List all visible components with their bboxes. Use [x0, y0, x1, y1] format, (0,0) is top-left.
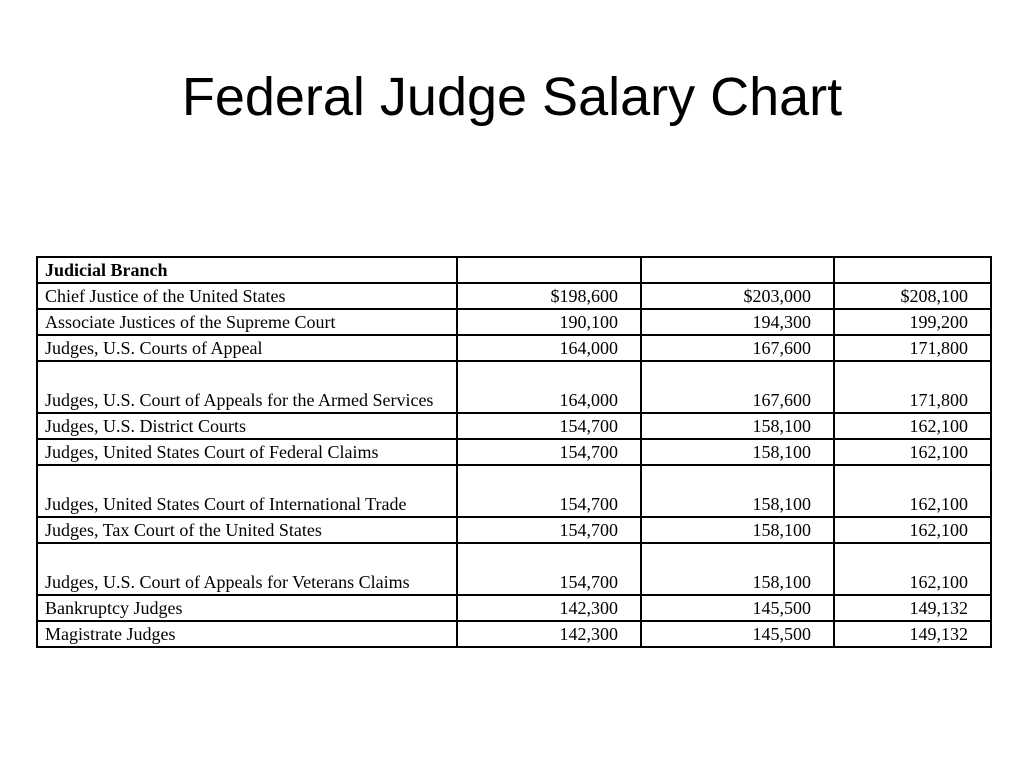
salary-value: 199,200 [834, 309, 991, 335]
salary-value: 167,600 [641, 361, 834, 413]
table-row [37, 465, 991, 517]
table-row [37, 543, 991, 595]
salary-value: 158,100 [641, 439, 834, 465]
row-label: Judges, United States Court of International Trade [37, 465, 457, 517]
table-row [37, 621, 991, 647]
table-row [37, 439, 991, 465]
table-row [37, 517, 991, 543]
table-row [37, 595, 991, 621]
salary-value: 164,000 [457, 361, 641, 413]
row-label: Judges, U.S. Courts of Appeal [37, 335, 457, 361]
salary-value: 154,700 [457, 465, 641, 517]
row-label: Judges, U.S. Court of Appeals for Veterans Claims [37, 543, 457, 595]
salary-table [36, 256, 992, 648]
table-row [37, 361, 991, 413]
salary-value: $198,600 [457, 283, 641, 309]
salary-value: 154,700 [457, 517, 641, 543]
table-row [37, 413, 991, 439]
row-label: Judges, U.S. District Courts [37, 413, 457, 439]
row-label: Magistrate Judges [37, 621, 457, 647]
salary-value: 154,700 [457, 439, 641, 465]
salary-value: 194,300 [641, 309, 834, 335]
row-label: Judges, Tax Court of the United States [37, 517, 457, 543]
header-cell-col2 [641, 257, 834, 283]
salary-value: 171,800 [834, 335, 991, 361]
salary-value: 158,100 [641, 517, 834, 543]
salary-value: 162,100 [834, 465, 991, 517]
header-cell-col3 [834, 257, 991, 283]
salary-value: 145,500 [641, 595, 834, 621]
salary-value: 149,132 [834, 621, 991, 647]
salary-value: 171,800 [834, 361, 991, 413]
salary-value: 164,000 [457, 335, 641, 361]
table-row [37, 335, 991, 361]
salary-value: 158,100 [641, 543, 834, 595]
salary-value: 162,100 [834, 439, 991, 465]
slide-title: Federal Judge Salary Chart [181, 67, 843, 127]
salary-value: 162,100 [834, 543, 991, 595]
salary-value: $208,100 [834, 283, 991, 309]
row-label: Judges, United States Court of Federal Claims [37, 439, 457, 465]
header-cell-branch: Judicial Branch [37, 257, 457, 283]
salary-value: $203,000 [641, 283, 834, 309]
row-label: Judges, U.S. Court of Appeals for the Armed Services [37, 361, 457, 413]
salary-value: 162,100 [834, 517, 991, 543]
salary-value: 190,100 [457, 309, 641, 335]
salary-value: 142,300 [457, 621, 641, 647]
salary-value: 149,132 [834, 595, 991, 621]
salary-value: 162,100 [834, 413, 991, 439]
header-cell-col1 [457, 257, 641, 283]
row-label: Associate Justices of the Supreme Court [37, 309, 457, 335]
row-label: Chief Justice of the United States [37, 283, 457, 309]
salary-value: 158,100 [641, 465, 834, 517]
row-label: Bankruptcy Judges [37, 595, 457, 621]
salary-value: 154,700 [457, 413, 641, 439]
salary-value: 142,300 [457, 595, 641, 621]
table-row [37, 283, 991, 309]
salary-value: 145,500 [641, 621, 834, 647]
table-row [37, 309, 991, 335]
table-header-row [37, 257, 991, 283]
salary-value: 167,600 [641, 335, 834, 361]
salary-value: 154,700 [457, 543, 641, 595]
salary-value: 158,100 [641, 413, 834, 439]
